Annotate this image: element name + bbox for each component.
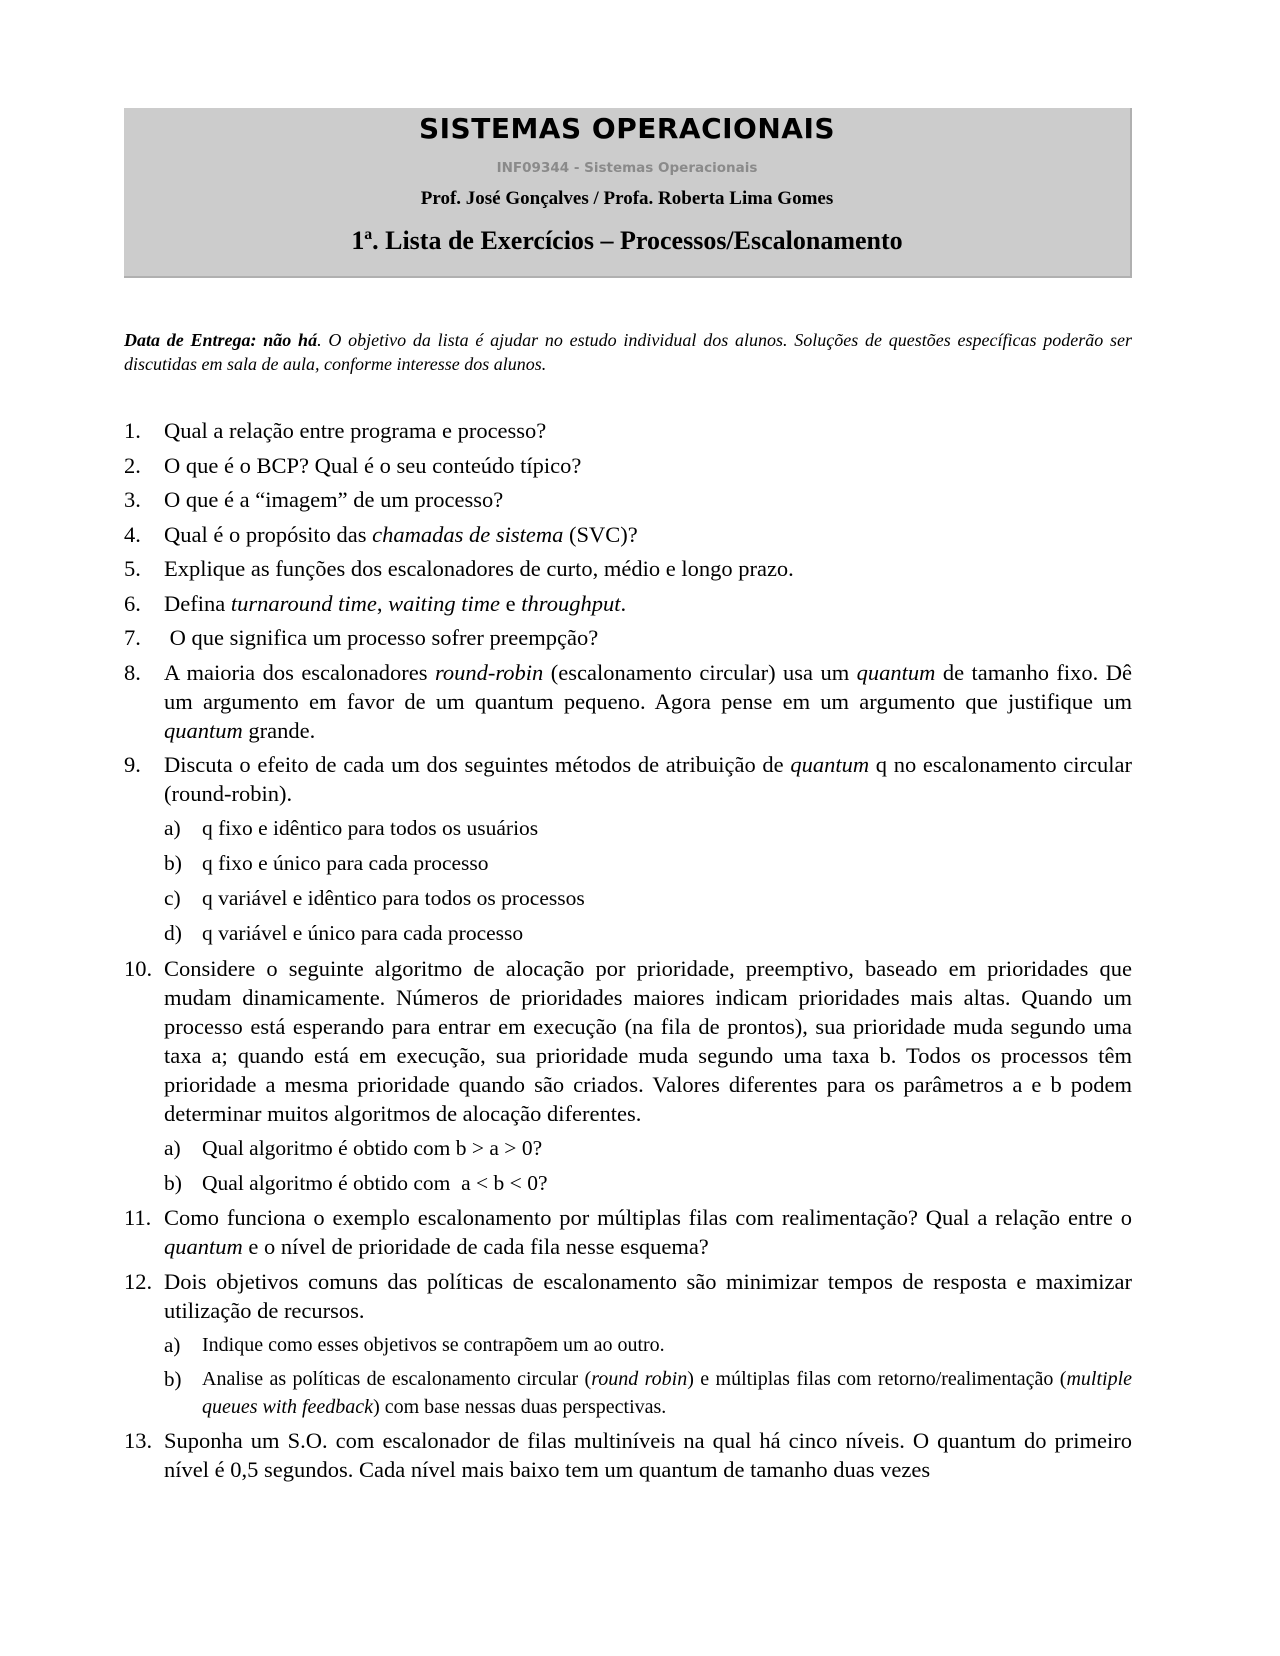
sub-item — [164, 919, 1132, 948]
sub-item-text: q variável e idêntico para todos os processos — [202, 886, 585, 910]
question-list — [124, 416, 1132, 1490]
question-number: 8. — [124, 659, 141, 685]
question-number: 4. — [124, 521, 141, 547]
sub-item-list — [164, 1331, 1132, 1421]
text-segment: Discuta o efeito de cada um dos seguintes métodos de atribuição de — [164, 752, 791, 777]
question-3 — [124, 485, 1132, 514]
question-text: O que é o BCP? Qual é o seu conteúdo típico? — [164, 452, 582, 478]
text-segment: Defina — [164, 590, 231, 616]
text-segment: e — [500, 590, 522, 616]
question-2 — [124, 451, 1132, 480]
question-text: Explique as funções dos escalonadores de curto, médio e longo prazo. — [164, 556, 794, 581]
list-title: 1ª. Lista de Exercícios – Processos/Escalonamento — [351, 226, 903, 255]
sub-item-letter: a) — [164, 1332, 181, 1357]
question-1 — [124, 416, 1132, 445]
italic-term: throughput — [521, 590, 621, 616]
question-text — [164, 752, 1132, 806]
professors: Prof. José Gonçalves / Profa. Roberta Lima Gomes — [420, 188, 834, 209]
sub-item-list — [164, 814, 1132, 948]
sub-item-text: q fixo e idêntico para todos os usuários — [202, 816, 539, 840]
question-number: 7. — [124, 625, 141, 650]
text-segment: Qual é o propósito das — [164, 521, 373, 547]
text-segment: ) e múltiplas filas com retorno/realimentação ( — [687, 1367, 1067, 1390]
text-segment: Analise as políticas de escalonamento circular ( — [202, 1367, 592, 1390]
sub-item-letter: a) — [164, 1135, 181, 1160]
question-10 — [124, 954, 1132, 1198]
italic-term: quantum — [164, 1234, 243, 1259]
sub-item — [164, 1365, 1132, 1421]
question-5 — [124, 554, 1132, 583]
sub-item-text: q fixo e único para cada processo — [202, 851, 489, 875]
question-7 — [124, 623, 1132, 652]
sub-item-letter: d) — [164, 921, 182, 945]
question-text: Suponha um S.O. com escalonador de filas multiníveis na qual há cinco níveis. O quantum do primeiro nível é 0,5 segundos. Cada nível mais baixo tem um quantum de tamanho duas vezes — [164, 1428, 1132, 1482]
sub-item-letter: b) — [164, 851, 182, 875]
question-text: Qual a relação entre programa e processo? — [164, 418, 547, 443]
text-segment: ) com base nessas duas perspectivas. — [373, 1395, 667, 1418]
question-text — [164, 522, 638, 547]
question-11 — [124, 1203, 1132, 1261]
italic-term: multiple queues with feedback — [202, 1367, 1132, 1418]
sub-item — [164, 1134, 1132, 1163]
document-title: SISTEMAS OPERACIONAIS — [418, 112, 836, 145]
italic-term: chamadas de sistema — [372, 521, 564, 547]
intro-paragraph — [124, 328, 1132, 376]
italic-term: quantum — [164, 717, 243, 743]
course-code: INF09344 - Sistemas Operacionais — [496, 160, 758, 176]
italic-term: waiting time — [388, 590, 501, 616]
text-segment: (escalonamento circular) usa um — [543, 659, 857, 685]
sub-item-letter: b) — [164, 1366, 182, 1391]
question-12 — [124, 1267, 1132, 1421]
italic-term: round-robin — [434, 659, 544, 685]
question-text: O que é a “imagem” de um processo? — [164, 487, 504, 512]
question-number: 12. — [124, 1268, 153, 1294]
sub-item — [164, 849, 1132, 878]
sub-item-text: q variável e único para cada processo — [202, 921, 524, 945]
sub-item-text: Indique como esses objetivos se contrapõem um ao outro. — [202, 1333, 665, 1356]
question-8 — [124, 658, 1132, 745]
intro-text: . O objetivo da lista é ajudar no estudo individual dos alunos. Soluções de questões específicas poderão ser discutidas em sala de aula, conforme interesse dos alunos. — [124, 330, 1132, 374]
sub-item — [164, 814, 1132, 843]
question-text — [164, 660, 1132, 743]
sub-item-list — [164, 1134, 1132, 1198]
sub-item-text: Qual algoritmo é obtido com a < b < 0? — [202, 1170, 548, 1195]
question-text: Considere o seguinte algoritmo de alocação por prioridade, preemptivo, baseado em prioridades que mudam dinamicamente. Números de prioridades maiores indicam prioridades mais altas. Quando um processo está esperando para entrar em execução (na fila de prontos), sua prioridade muda segundo uma taxa a; quando está em execução, sua prioridade muda segundo uma taxa b. Todos os processos têm prioridade a mesma prioridade quando são criados. Valores diferentes para os parâmetros a e b podem determinar muitos algoritmos de alocação diferentes. — [164, 955, 1132, 1126]
text-segment: grande. — [242, 717, 316, 743]
sub-item-letter: c) — [164, 886, 181, 910]
italic-term: turnaround time — [230, 590, 377, 616]
sub-item-letter: a) — [164, 816, 181, 840]
sub-item — [164, 1169, 1132, 1198]
sub-item — [164, 884, 1132, 913]
question-number: 6. — [124, 590, 141, 616]
question-number: 13. — [124, 1428, 153, 1453]
italic-term: quantum — [856, 659, 936, 685]
sub-item-text — [202, 1368, 1132, 1418]
question-number: 5. — [124, 556, 141, 581]
question-text — [164, 1205, 1132, 1259]
header-box — [124, 108, 1132, 278]
question-text — [164, 591, 626, 616]
question-number: 9. — [124, 752, 141, 777]
text-segment: Como funciona o exemplo escalonamento por múltiplas filas com realimentação? Qual a relação entre o — [164, 1205, 1132, 1230]
question-13 — [124, 1426, 1132, 1484]
question-number: 1. — [124, 418, 141, 443]
question-text: Dois objetivos comuns das políticas de escalonamento são minimizar tempos de resposta e maximizar utilização de recursos. — [164, 1268, 1132, 1323]
text-segment: . — [620, 590, 627, 616]
question-9 — [124, 750, 1132, 948]
sub-item — [164, 1331, 1132, 1359]
text-segment: e o nível de prioridade de cada fila nesse esquema? — [242, 1234, 709, 1259]
due-date-label: Data de Entrega: não há — [124, 330, 318, 350]
question-number: 10. — [124, 955, 153, 981]
question-number: 3. — [124, 487, 141, 512]
question-number: 2. — [124, 452, 141, 478]
text-segment: , — [376, 590, 389, 616]
italic-term: round robin — [591, 1367, 688, 1390]
sub-item-text: Qual algoritmo é obtido com b > a > 0? — [202, 1135, 543, 1160]
text-segment: A maioria dos escalonadores — [164, 659, 435, 685]
text-segment: q no escalonamento circular (round-robin). — [164, 752, 1132, 806]
question-6 — [124, 589, 1132, 618]
italic-term: quantum — [790, 752, 870, 777]
text-segment: (SVC)? — [563, 521, 638, 547]
question-text: O que significa um processo sofrer preempção? — [164, 625, 599, 650]
sub-item-letter: b) — [164, 1170, 182, 1195]
text-segment: de tamanho fixo. Dê um argumento em favor de um quantum pequeno. Agora pense em um argumento que justifique um — [164, 659, 1132, 714]
question-4 — [124, 520, 1132, 549]
question-number: 11. — [124, 1205, 152, 1230]
